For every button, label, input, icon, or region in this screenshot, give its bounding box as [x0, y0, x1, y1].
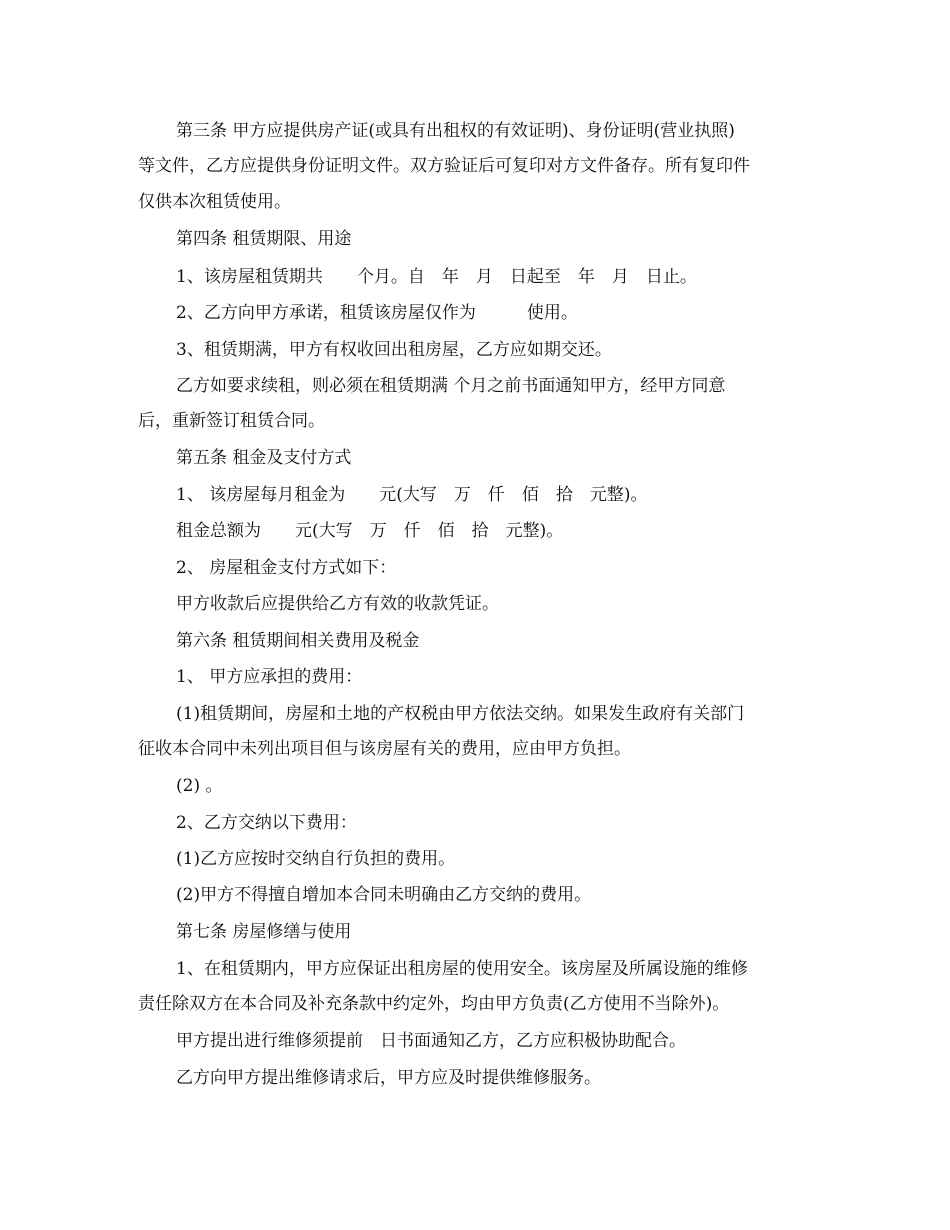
rent-total-line: 租金总额为 元(大写 万 仟 佰 拾 元整)。 — [176, 521, 564, 541]
receipt-line: 甲方收款后应提供给乙方有效的收款凭证。 — [176, 594, 499, 614]
repair-request-line: 乙方向甲方提出维修请求后，甲方应及时提供维修服务。 — [176, 1068, 601, 1088]
clause-6-item-2-sub-1: (1)乙方应按时交纳自行负担的费用。 — [176, 849, 456, 869]
clause-7-item-1-line-2: 责任除双方在本合同及补充条款中约定外，均由甲方负责(乙方使用不当除外)。 — [138, 994, 730, 1014]
clause-6-item-2: 2、乙方交纳以下费用： — [176, 813, 357, 833]
clause-6-item-1: 1、 甲方应承担的费用： — [176, 667, 363, 687]
renewal-line-1: 乙方如要求续租，则必须在租赁期满 个月之前书面通知甲方，经甲方同意 — [176, 376, 726, 396]
repair-notice-line: 甲方提出进行维修须提前 日书面通知乙方，乙方应积极协助配合。 — [176, 1031, 686, 1051]
clause-3-line-2: 等文件，乙方应提供身份证明文件。双方验证后可复印对方文件备存。所有复印件 — [138, 156, 750, 176]
clause-6-item-2-sub-2: (2)甲方不得擅自增加本合同未明确由乙方交纳的费用。 — [176, 885, 592, 905]
clause-4-item-1: 1、该房屋租赁期共 个月。自 年 月 日起至 年 月 日止。 — [176, 267, 697, 287]
clause-4-item-3: 3、租赁期满，甲方有权收回出租房屋，乙方应如期交还。 — [176, 340, 612, 360]
clause-4-item-2: 2、乙方向甲方承诺，租赁该房屋仅作为 使用。 — [176, 303, 578, 323]
clause-5-item-1: 1、 该房屋每月租金为 元(大写 万 仟 佰 拾 元整)。 — [176, 485, 648, 505]
clause-3-line-3: 仅供本次租赁使用。 — [138, 192, 291, 212]
clause-7-item-1-line-1: 1、在租赁期内，甲方应保证出租房屋的使用安全。该房屋及所属设施的维修 — [176, 959, 748, 979]
clause-5-heading: 第五条 租金及支付方式 — [176, 448, 352, 468]
clause-5-item-2: 2、 房屋租金支付方式如下： — [176, 558, 397, 578]
clause-4-heading: 第四条 租赁期限、用途 — [176, 229, 352, 249]
renewal-line-2: 后，重新签订租赁合同。 — [138, 411, 325, 431]
clause-7-heading: 第七条 房屋修缮与使用 — [176, 922, 352, 942]
clause-6-heading: 第六条 租赁期间相关费用及税金 — [176, 631, 420, 651]
clause-6-sub-1-line-2: 征收本合同中未列出项目但与该房屋有关的费用，应由甲方负担。 — [138, 739, 631, 759]
clause-6-sub-2: (2) 。 — [176, 776, 223, 796]
clause-6-sub-1-line-1: (1)租赁期间，房屋和土地的产权税由甲方依法交纳。如果发生政府有关部门 — [176, 704, 745, 724]
clause-3-line-1: 第三条 甲方应提供房产证(或具有出租权的有效证明)、身份证明(营业执照) — [176, 121, 735, 141]
